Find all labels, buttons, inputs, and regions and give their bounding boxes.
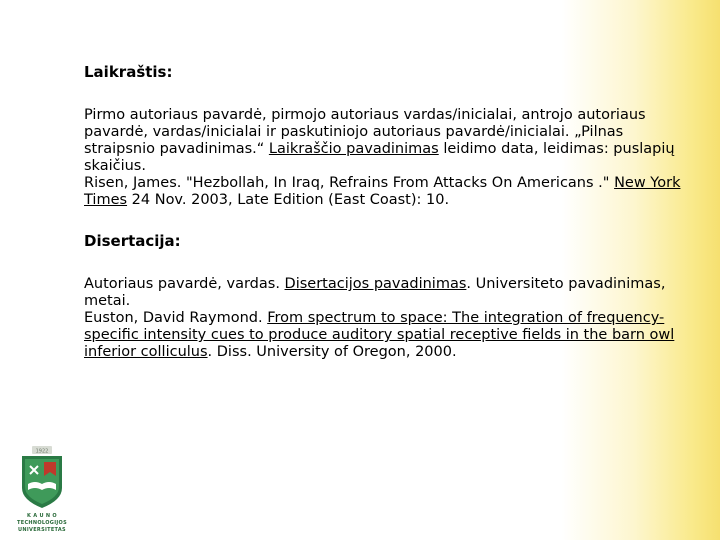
logo-year: 1922 <box>35 448 49 455</box>
logo-line-1: K A U N O <box>27 513 57 519</box>
newspaper-format-text-end: leidimo data, leidimas: puslapių skaičius. <box>84 141 675 174</box>
dissertation-format-text: Autoriaus pavardė, vardas. <box>84 276 285 292</box>
newspaper-example <box>84 175 694 209</box>
newspaper-format-text: Pirmo autoriaus pavardė, pirmojo autoriaus vardas/inicialai, antrojo autoriaus pavardė, vardas/inicialai ir paskutiniojo autoriaus pavardė/inicialai. „Pilnas straipsnio pavadinimas.“ <box>84 107 646 157</box>
dissertation-format-title: Disertacijos pavadinimas <box>284 276 467 292</box>
university-logo <box>14 444 70 534</box>
newspaper-example-title: New York Times <box>84 175 681 208</box>
newspaper-format-title: Laikraščio pavadinimas <box>268 141 439 157</box>
dissertation-heading: Disertacija: <box>84 232 181 250</box>
logo-line-2: TECHNOLOGIJOS <box>17 520 67 526</box>
university-shield-icon <box>22 446 62 508</box>
newspaper-format <box>84 107 694 175</box>
newspaper-example-text: Risen, James. "Hezbollah, In Iraq, Refrains From Attacks On Americans ." <box>84 175 615 191</box>
slide-content <box>84 62 694 361</box>
newspaper-example-text-end: 24 Nov. 2003, Late Edition (East Coast): 10. <box>127 192 450 208</box>
dissertation-format-text-end: . Universiteto pavadinimas, metai. <box>84 276 666 309</box>
dissertation-example-text-end: . Diss. University of Oregon, 2000. <box>207 344 457 360</box>
dissertation-example <box>84 310 694 361</box>
dissertation-format <box>84 276 694 310</box>
newspaper-heading: Laikraštis: <box>84 63 173 81</box>
dissertation-example-title: From spectrum to space: The integration of frequency-specific intensity cues to produce auditory spatial receptive fields in the barn owl inferior colliculus <box>84 310 675 360</box>
logo-line-3: UNIVERSITETAS <box>18 527 66 533</box>
dissertation-example-text: Euston, David Raymond. <box>84 310 268 326</box>
